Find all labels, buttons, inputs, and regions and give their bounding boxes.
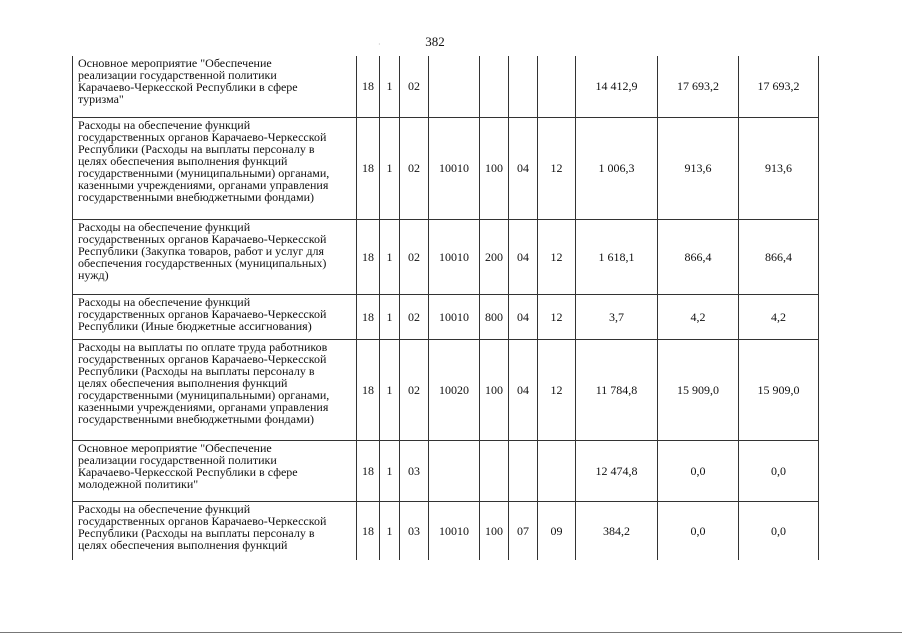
cell-c4 bbox=[429, 440, 480, 501]
cell-c1: 18 bbox=[357, 440, 380, 501]
cell-c6 bbox=[509, 56, 538, 117]
row-name: Расходы на обеспечение функций государственных органов Карачаево-Черкесской Республики (Закупка товаров, работ и услуг для обеспечения государственных (муниципальных) нужд) bbox=[73, 219, 357, 294]
table-row bbox=[73, 440, 819, 501]
cell-c2: 1 bbox=[380, 440, 400, 501]
cell-c7: 12 bbox=[538, 117, 576, 219]
cell-c6 bbox=[509, 440, 538, 501]
cell-c1: 18 bbox=[357, 339, 380, 440]
cell-c3: 03 bbox=[400, 501, 429, 560]
cell-v1: 14 412,9 bbox=[576, 56, 658, 117]
cell-v3: 913,6 bbox=[739, 117, 819, 219]
cell-c6: 04 bbox=[509, 117, 538, 219]
cell-c7: 09 bbox=[538, 501, 576, 560]
cell-c7: 12 bbox=[538, 219, 576, 294]
cell-c1: 18 bbox=[357, 117, 380, 219]
cell-c4: 10010 bbox=[429, 219, 480, 294]
cell-c1: 18 bbox=[357, 294, 380, 339]
cell-v3: 15 909,0 bbox=[739, 339, 819, 440]
cell-v2: 913,6 bbox=[658, 117, 739, 219]
cell-c1: 18 bbox=[357, 501, 380, 560]
cell-c5: 800 bbox=[480, 294, 509, 339]
cell-v1: 3,7 bbox=[576, 294, 658, 339]
row-name: Расходы на обеспечение функций государственных органов Карачаево-Черкесской Республики (Расходы на выплаты персоналу в целях обеспечения выполнения функций государственными (муниципальными) органами, казенными учреждениями, органами управления государственными внебюджетными фондами) bbox=[73, 117, 357, 219]
page-mark: · bbox=[378, 40, 381, 49]
cell-c3: 02 bbox=[400, 294, 429, 339]
cell-v3: 4,2 bbox=[739, 294, 819, 339]
cell-c3: 02 bbox=[400, 219, 429, 294]
cell-c5: 200 bbox=[480, 219, 509, 294]
cell-v2: 17 693,2 bbox=[658, 56, 739, 117]
table-row bbox=[73, 339, 819, 440]
table-row bbox=[73, 117, 819, 219]
cell-c5: 100 bbox=[480, 117, 509, 219]
cell-c1: 18 bbox=[357, 56, 380, 117]
budget-table bbox=[72, 56, 819, 560]
cell-v2: 0,0 bbox=[658, 501, 739, 560]
cell-v2: 15 909,0 bbox=[658, 339, 739, 440]
table-row bbox=[73, 56, 819, 117]
cell-c6: 07 bbox=[509, 501, 538, 560]
cell-c2: 1 bbox=[380, 501, 400, 560]
cell-v1: 12 474,8 bbox=[576, 440, 658, 501]
cell-c3: 02 bbox=[400, 117, 429, 219]
cell-c5: 100 bbox=[480, 501, 509, 560]
cell-c5 bbox=[480, 440, 509, 501]
cell-v1: 1 618,1 bbox=[576, 219, 658, 294]
row-name: Основное мероприятие "Обеспечение реализации государственной политики Карачаево-Черкесской Республики в сфере туризма" bbox=[73, 56, 357, 117]
cell-c4: 10010 bbox=[429, 294, 480, 339]
cell-v3: 17 693,2 bbox=[739, 56, 819, 117]
cell-c5: 100 bbox=[480, 339, 509, 440]
table-row bbox=[73, 501, 819, 560]
cell-c3: 02 bbox=[400, 339, 429, 440]
cell-c2: 1 bbox=[380, 117, 400, 219]
cell-c7: 12 bbox=[538, 339, 576, 440]
row-name: Расходы на обеспечение функций государственных органов Карачаево-Черкесской Республики (Расходы на выплаты персоналу в целях обеспечения выполнения функций bbox=[73, 501, 357, 560]
cell-v1: 384,2 bbox=[576, 501, 658, 560]
cell-c2: 1 bbox=[380, 219, 400, 294]
cell-c2: 1 bbox=[380, 56, 400, 117]
cell-c1: 18 bbox=[357, 219, 380, 294]
row-name: Основное мероприятие "Обеспечение реализации государственной политики Карачаево-Черкесской Республики в сфере молодежной политики" bbox=[73, 440, 357, 501]
cell-c4: 10010 bbox=[429, 501, 480, 560]
cell-v2: 0,0 bbox=[658, 440, 739, 501]
cell-c6: 04 bbox=[509, 219, 538, 294]
cell-v1: 11 784,8 bbox=[576, 339, 658, 440]
cell-c7 bbox=[538, 440, 576, 501]
cell-v2: 866,4 bbox=[658, 219, 739, 294]
cell-v2: 4,2 bbox=[658, 294, 739, 339]
row-name: Расходы на выплаты по оплате труда работников государственных органов Карачаево-Черкесской Республики (Расходы на выплаты персоналу в целях обеспечения выполнения функций государственными (муниципальными) органами, казенными учреждениями, органами управления государственными внебюджетными фондами) bbox=[73, 339, 357, 440]
cell-c5 bbox=[480, 56, 509, 117]
cell-v3: 0,0 bbox=[739, 440, 819, 501]
cell-c4: 10020 bbox=[429, 339, 480, 440]
cell-c4: 10010 bbox=[429, 117, 480, 219]
cell-c6: 04 bbox=[509, 294, 538, 339]
cell-c7: 12 bbox=[538, 294, 576, 339]
cell-v1: 1 006,3 bbox=[576, 117, 658, 219]
row-name: Расходы на обеспечение функций государственных органов Карачаево-Черкесской Республики (Иные бюджетные ассигнования) bbox=[73, 294, 357, 339]
cell-c6: 04 bbox=[509, 339, 538, 440]
page-number: 382 bbox=[425, 34, 445, 49]
cell-c3: 03 bbox=[400, 440, 429, 501]
cell-c3: 02 bbox=[400, 56, 429, 117]
cell-c4 bbox=[429, 56, 480, 117]
page-bottom-rule bbox=[0, 632, 902, 633]
cell-v3: 866,4 bbox=[739, 219, 819, 294]
cell-c7 bbox=[538, 56, 576, 117]
table-row bbox=[73, 294, 819, 339]
cell-c2: 1 bbox=[380, 339, 400, 440]
cell-c2: 1 bbox=[380, 294, 400, 339]
table-row bbox=[73, 219, 819, 294]
cell-v3: 0,0 bbox=[739, 501, 819, 560]
